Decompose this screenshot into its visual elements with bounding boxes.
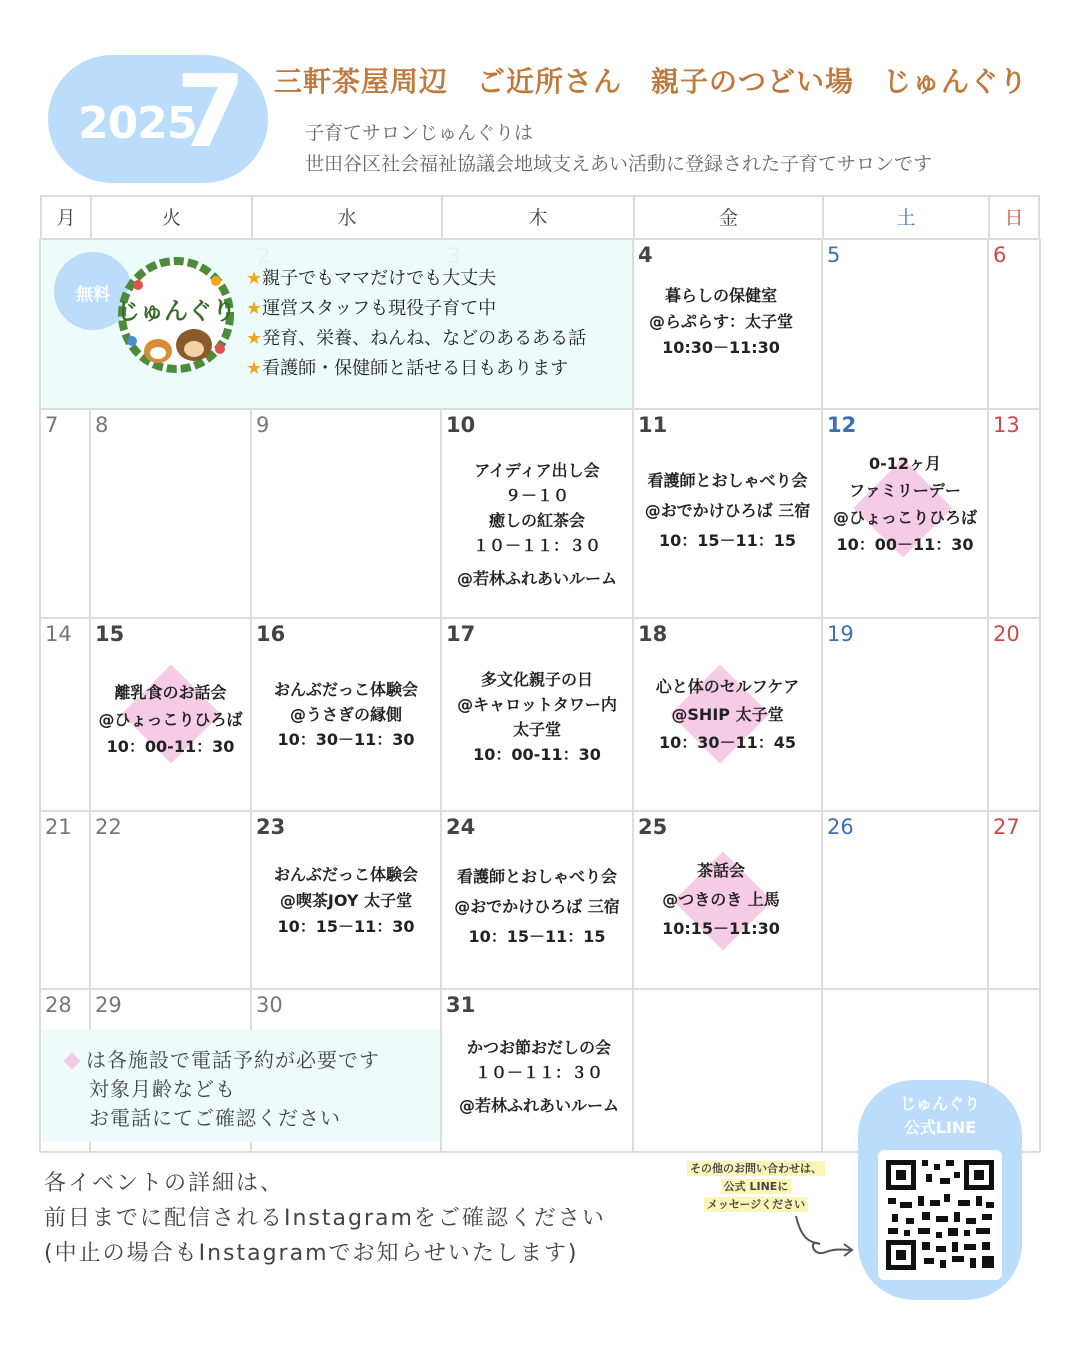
day-5: 5 [827,243,841,267]
day-14: 14 [45,622,72,646]
event-31: かつお節おだしの会 １０－１１：３０ @若林ふれあいルーム [458,1038,619,1115]
weekday-sun: 日 [988,195,1040,240]
day-9: 9 [256,413,270,437]
contact-note: その他のお問い合わせは、 公式 LINEに メッセージください [672,1160,840,1214]
event-15: 離乳食のお話会 @ひょっこりひろば 10：00-11：30 [98,683,243,756]
subtitle-line-1: 子育てサロンじゅんぐりは [305,122,534,144]
qr-code[interactable] [878,1150,1002,1280]
intro-item: ★親子でもママだけでも大丈夫 [246,268,497,289]
footer-text: 各イベントの詳細は、 前日までに配信されるInstagramをご確認ください (中止の場合もInstagramでお知らせいたします) [44,1171,606,1266]
day-26: 26 [827,815,854,839]
day-25: 25 [638,815,668,839]
line-card-title: じゅんぐり 公式LINE [899,1094,980,1137]
logo-text: じゅんぐり [116,297,236,325]
day-11: 11 [638,413,668,437]
star-icon: ★ [246,358,263,379]
event-16: おんぶだっこ体験会 @うさぎの縁側 10：30－11：30 [273,680,418,749]
weekday-wed: 水 [251,195,443,240]
day-19: 19 [827,622,854,646]
day-30: 30 [256,993,283,1017]
diamond-icon [64,1053,81,1070]
weekday-sat: 土 [822,195,990,240]
subtitle-line-2: 世田谷区社会福祉協議会地域支えあい活動に登録された子育てサロンです [305,153,933,175]
free-badge-label: 無料 [76,285,110,305]
star-icon: ★ [246,298,263,319]
arrow-icon [792,1212,856,1262]
junguri-logo-icon [112,245,240,385]
intro-item: ★看護師・保健師と話せる日もあります [246,358,569,379]
day-10: 10 [446,413,476,437]
day-28: 28 [45,993,72,1017]
day-27: 27 [993,815,1020,839]
day-3: 3 [447,244,461,268]
page-title: 三軒茶屋周辺 ご近所さん 親子のつどい場 じゅんぐり [274,65,1029,98]
year-label: 2025 [78,98,197,149]
intro-item: ★発育、栄養、ねんね、などのあるある話 [246,328,587,349]
day-2: 2 [257,244,271,268]
event-17: 多文化親子の日 @キャロットタワー内 太子堂 10：00-11：30 [457,670,617,764]
day-23: 23 [256,815,286,839]
day-24: 24 [446,815,476,839]
event-11: 看護師とおしゃべり会 @おでかけひろば 三宿 10：15－11：15 [644,471,811,550]
qr-code-icon [878,1150,1002,1280]
weekday-fri: 金 [633,195,824,240]
day-21: 21 [45,815,72,839]
day-29: 29 [95,993,122,1017]
day-4: 4 [638,243,653,267]
day-20: 20 [993,622,1020,646]
day-17: 17 [446,622,476,646]
day-22: 22 [95,815,122,839]
day-8: 8 [95,413,109,437]
day-31: 31 [446,993,476,1017]
day-6: 6 [993,243,1007,267]
day-7: 7 [45,413,59,437]
weekday-mon: 月 [40,195,92,240]
weekday-tue: 火 [90,195,253,240]
day-16: 16 [256,622,286,646]
event-12: 0-12ヶ月 ファミリーデー @ひょっこりひろば 10：00－11：30 [832,454,977,554]
reservation-note: は各施設で電話予約が必要です 対象月齢なども お電話にてご確認ください [66,1046,380,1133]
event-18: 心と体のセルフケア @SHIP 太子堂 10：30－11：45 [655,677,800,752]
weekday-thu: 木 [441,195,635,240]
star-icon: ★ [246,268,263,289]
star-icon: ★ [246,328,263,349]
day-18: 18 [638,622,668,646]
event-4: 暮らしの保健室 @らぷらす：太子堂 10:30－11:30 [648,286,793,357]
day-13: 13 [993,413,1020,437]
event-23: おんぶだっこ体験会 @喫茶JOY 太子堂 10：15－11：30 [273,865,418,936]
intro-item: ★運営スタッフも現役子育て中 [246,298,497,319]
day-15: 15 [95,622,125,646]
intro-list [246,264,586,384]
day-12: 12 [827,413,857,437]
month-label: 7 [176,53,246,170]
event-24: 看護師とおしゃべり会 @おでかけひろば 三宿 10：15－11：15 [454,867,620,946]
event-25: 茶話会 @つきのき 上馬 10:15－11:30 [662,861,780,938]
event-10: アイディア出し会 ９－１０ 癒しの紅茶会 １０－１１：３０ @若林ふれあいルーム [456,461,617,588]
